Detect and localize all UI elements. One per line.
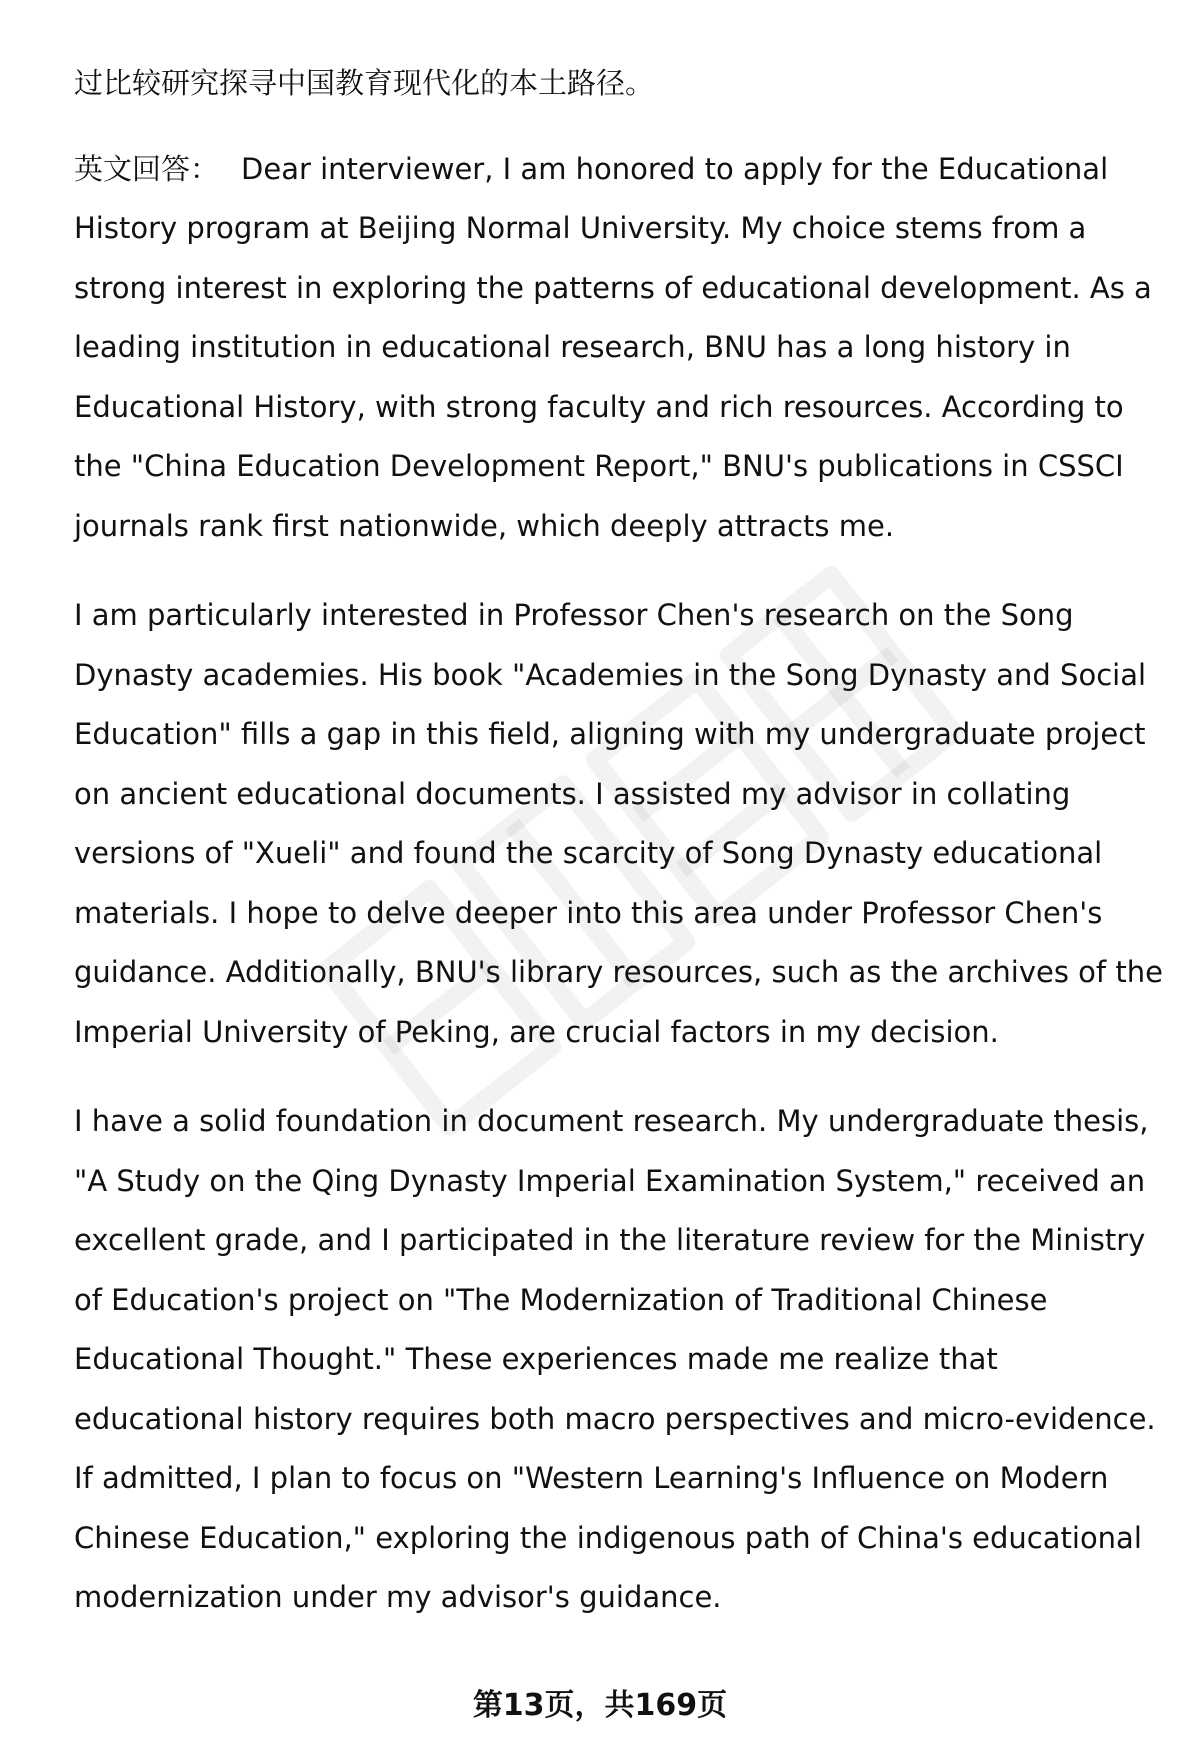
answer-label: 英文回答： (74, 151, 220, 186)
paragraph: I have a solid foundation in document research. My undergraduate thesis, "A Study on the Qing Dynasty Imperial Examination System," received an excellent grade, and I participated in the literature review for the Ministry of Education's project on "The Modernization of Traditional Chinese Educational Thought." These experiences made me realize that educational history requires both macro perspectives and micro-evidence. If admitted, I plan to focus on "Western Learning's Influence on Modern Chinese Education," exploring the indigenous path of China's educational modernization under my advisor's guidance. (74, 1104, 1156, 1614)
paragraph (74, 140, 1164, 557)
page-number: 第13页，共169页 (472, 1688, 728, 1723)
paragraph-text: Dear interviewer, I am honored to apply for the Educational History program at Beijing Normal University. My choice stems from a strong interest in exploring the patterns of educational development. As a leading institution in educational research, BNU has a long history in Educational History, with strong faculty and rich resources. According to the "China Education Development Report," BNU's publications in CSSCI journals rank first nationwide, which deeply attracts me. (74, 151, 1152, 543)
continuation-line: 过比较研究探寻中国教育现代化的本土路径。 (74, 66, 655, 100)
document-body (74, 54, 1164, 1658)
paragraph: I am particularly interested in Professor Chen's research on the Song Dynasty academies. His book "Academies in the Song Dynasty and Social Education" fills a gap in this field, aligning with my undergraduate project on ancient educational documents. I assisted my advisor in collating versions of "Xueli" and found the scarcity of Song Dynasty educational materials. I hope to delve deeper into this area under Professor Chen's guidance. Additionally, BNU's library resources, such as the archives of the Imperial University of Peking, are crucial factors in my decision. (74, 598, 1163, 1049)
